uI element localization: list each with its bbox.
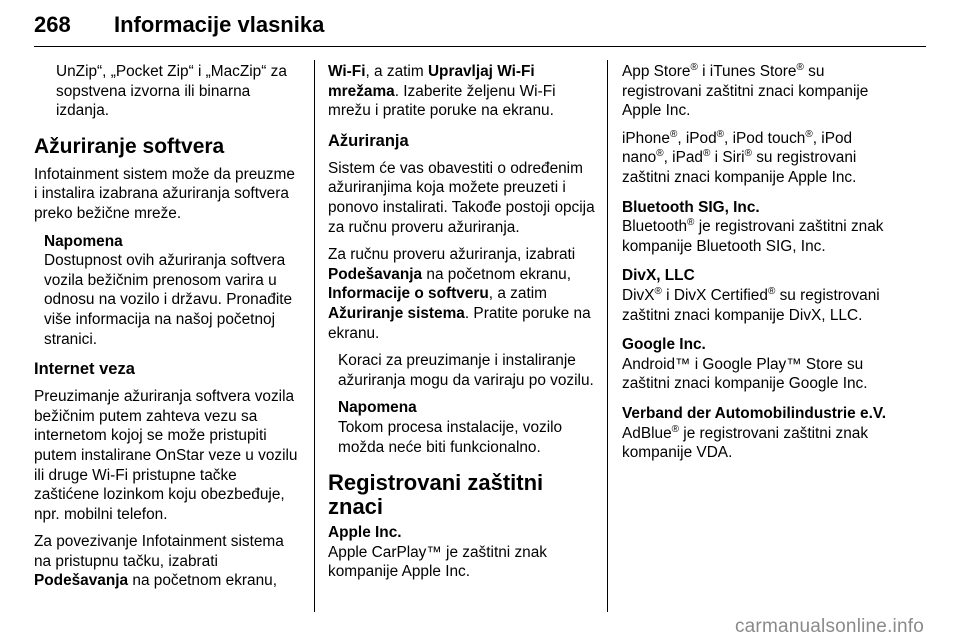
watermark: carmanualsonline.info [734, 616, 924, 637]
reg-mark: ® [716, 128, 725, 140]
vda-label: Verband der Automobilindustrie e.V. [622, 404, 886, 422]
internet-paragraph: Preuzimanje ažuriranja softvera vozila bežičnim putem zahteva vezu sa internetom kojoj se može pristupiti putem instalirane OnStar veze u vozilu ili druge Wi-Fi pristupne tačke zaštićene lozinkom koju obezbeđuje, npr. mobilni telefon. [34, 388, 298, 523]
connect-paragraph [34, 532, 300, 591]
appstore-text: su registrovani zaštitni znaci kompanije Apple Inc. [622, 63, 869, 120]
update-paragraph: Infotainment sistem može da preuzme i instalira izabrana ažuriranja softvera preko bežične mreže. [34, 165, 295, 222]
wifi-paragraph [328, 62, 596, 121]
column-middle [328, 62, 596, 590]
reg-mark: ® [690, 61, 698, 73]
ipod-nano-name: , iPod nano [622, 129, 853, 167]
divx-entry [622, 266, 892, 325]
divx-name: DivX [622, 286, 655, 304]
note-text-2: Tokom procesa instalacije, vozilo možda neće biti funkcionalno. [338, 418, 563, 456]
software-info-term: Informacije o softveru [328, 285, 489, 303]
reg-mark: ® [796, 61, 804, 73]
wifi-text-2: . Izaberite željenu Wi-Fi mrežu i pratite poruke na ekranu. [328, 82, 556, 120]
vda-text: je registrovani zaštitni znak kompanije VDA. [622, 424, 869, 462]
iphone-text: su registrovani zaštitni znaci kompanije Apple Inc. [622, 149, 857, 186]
manage-wifi-term: Upravljaj Wi-Fi mrežama [328, 63, 535, 100]
note-box-2 [328, 398, 596, 457]
apple-entry [328, 523, 596, 582]
updates-paragraph: Sistem će vas obavestiti o određenim ažuriranjima koja možete preuzeti i ponovo instalirati. Takođe postoji opcija za ručnu proveru ažuriranja. [328, 159, 595, 236]
google-entry [622, 335, 892, 394]
itunes-name: i iTunes Store [697, 63, 797, 80]
page-header [34, 8, 926, 48]
reg-mark: ® [671, 423, 680, 435]
reg-mark: ® [702, 148, 711, 160]
apple-text: Apple CarPlay™ je zaštitni znak kompanije Apple Inc. [328, 543, 547, 581]
continued-text: UnZip“, „Pocket Zip“ i „MacZip“ za sopstvena izvorna ili binarna izdanja. [56, 63, 287, 120]
column-left [34, 62, 300, 599]
header-divider [34, 46, 926, 47]
ipod-touch-name: , iPod touch [724, 129, 806, 147]
iphone-name: iPhone [622, 129, 670, 147]
reg-mark: ® [767, 285, 776, 297]
reg-mark: ® [744, 148, 752, 160]
iphone-paragraph [622, 129, 892, 188]
heading-internet: Internet veza [34, 360, 135, 379]
connect-text: Za povezivanje Infotainment sistema na pristupnu tačku, izabrati [34, 533, 284, 570]
bluetooth-text: je registrovani zaštitni znak kompanije Bluetooth SIG, Inc. [622, 218, 884, 255]
steps-text: Koraci za preuzimanje i instaliranje ažuriranja mogu da variraju po vozilu. [338, 352, 594, 389]
wifi-text-1: , a zatim [365, 63, 424, 80]
siri-name: i Siri [710, 149, 745, 167]
reg-mark: ® [805, 128, 813, 140]
heading-updates: Ažuriranja [328, 131, 409, 150]
reg-mark: ® [669, 128, 678, 140]
reg-mark: ® [654, 285, 662, 297]
apple-label: Apple Inc. [328, 524, 402, 542]
page-number: 268 [34, 12, 71, 37]
manual-text-4: . Pratite poruke na ekranu. [328, 304, 591, 342]
manual-text-1: Za ručnu proveru ažuriranja, izabrati [328, 246, 576, 264]
note-text: Dostupnost ovih ažuriranja softvera vozila bežičnim prenosom varira u odnosu na vozilo i državu. Pronađite više informacija na našoj početnoj stranici. [44, 252, 293, 348]
connect-tail: na početnom ekranu, [132, 572, 277, 590]
ipod-name: , iPod [677, 129, 717, 147]
heading-trademarks: Registrovani zaštitni znaci [328, 470, 544, 520]
column-divider-2 [607, 60, 608, 612]
appstore-name: App Store [622, 63, 691, 80]
note-box [34, 232, 300, 350]
google-text: Android™ i Google Play™ Store su zaštitni znaci kompanije Google Inc. [622, 355, 868, 393]
bluetooth-name: Bluetooth [622, 218, 688, 236]
manual-text-3: , a zatim [488, 285, 547, 303]
manual-text-2: na početnom ekranu, [426, 265, 571, 283]
note-label-2: Napomena [338, 399, 417, 417]
vda-entry [622, 404, 892, 463]
wifi-term: Wi-Fi [328, 63, 366, 80]
bluetooth-label: Bluetooth SIG, Inc. [622, 198, 760, 216]
divx-text: su registrovani zaštitni znaci kompanije DivX, LLC. [622, 286, 880, 324]
heading-software-update: Ažuriranje softvera [34, 134, 225, 158]
ipad-name: , iPad [663, 149, 703, 167]
page-title: Informacije vlasnika [114, 12, 325, 37]
bluetooth-entry [622, 198, 892, 257]
manual-check-paragraph [328, 245, 596, 343]
system-update-term: Ažuriranje sistema [328, 304, 465, 322]
divx-label: DivX, LLC [622, 267, 695, 285]
steps-note [328, 351, 596, 390]
reg-mark: ® [656, 148, 664, 160]
reg-mark: ® [687, 217, 695, 229]
settings-term: Podešavanja [34, 572, 129, 590]
google-label: Google Inc. [622, 336, 706, 354]
column-right [622, 62, 892, 473]
divx-certified-name: i DivX Certified [661, 286, 768, 304]
appstore-paragraph [622, 62, 892, 121]
adblue-name: AdBlue [622, 424, 672, 442]
note-label: Napomena [44, 232, 123, 250]
column-divider-1 [314, 60, 315, 612]
settings-term-2: Podešavanja [328, 265, 423, 283]
